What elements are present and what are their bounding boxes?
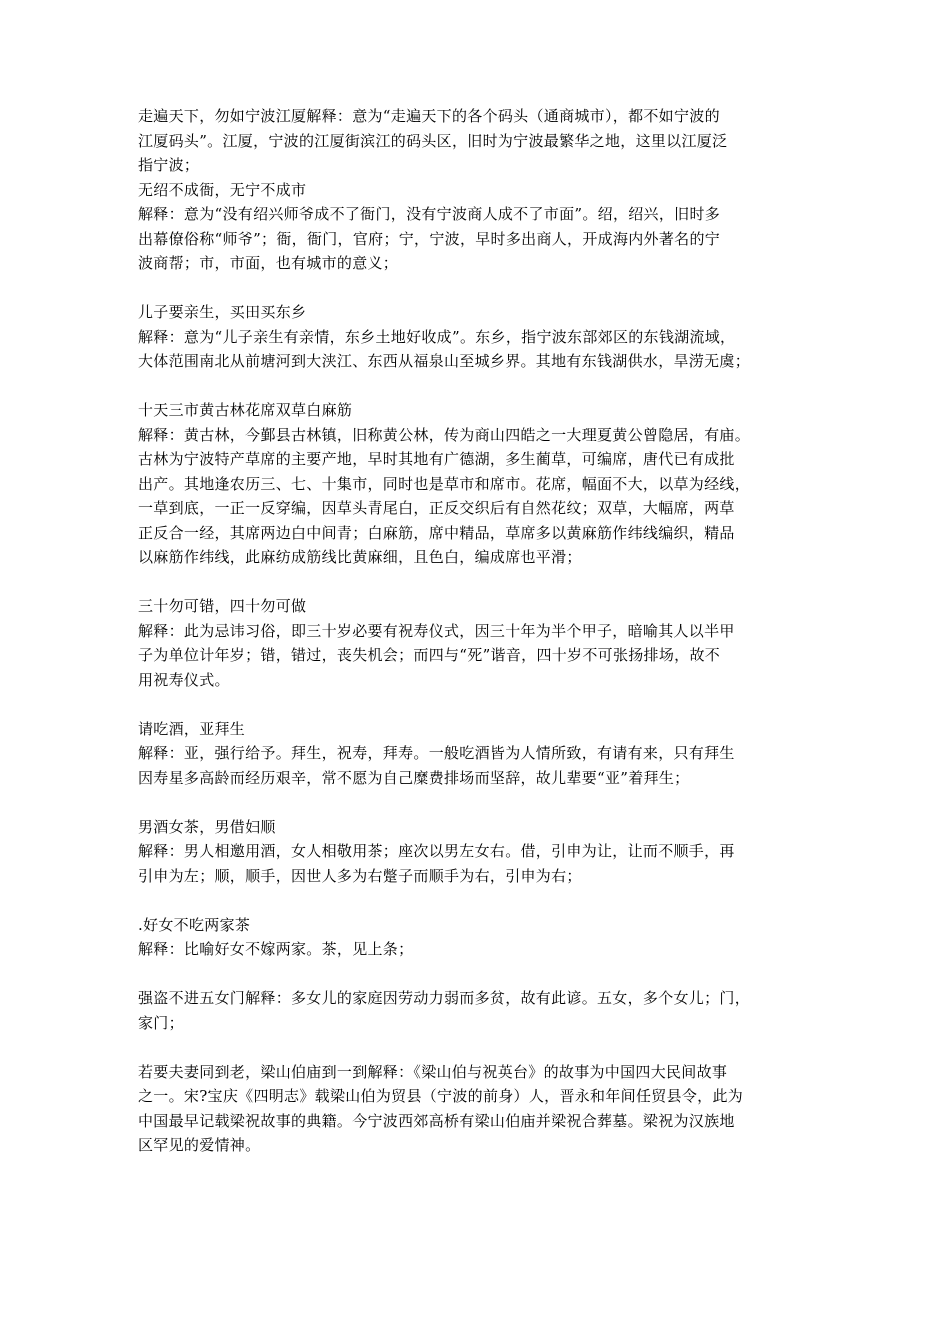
text-line: 走遍天下，勿如宁波江厦解释：意为“走遍天下的各个码头（通商城市），都不如宁波的 [138, 107, 720, 125]
text-line: 正反合一经，其席两边白中间青；白麻筋，席中精品，草席多以黄麻筋作纬线编织，精品 [138, 523, 735, 542]
text-line: 解释：黄古林，今鄞县古林镇，旧称黄公林，传为商山四皓之一大理夏黄公曾隐居，有庙。 [138, 425, 751, 444]
text-line: 解释：此为忌讳习俗，即三十岁必要有祝寿仪式，因三十年为半个甲子，暗喻其人以半甲 [138, 621, 735, 640]
text-line: 出幕僚俗称“师爷”；衙，衙门，官府；宁，宁波，早时多出商人，开成海内外著名的宁 [138, 229, 721, 248]
text-line: 解释：男人相邀用酒，女人相敬用茶；座次以男左女右。借，引申为让，让而不顺手，再 [138, 842, 735, 860]
text-line: 十天三市黄古林花席双草白麻筋 [138, 401, 353, 419]
paragraph-gap [138, 374, 828, 399]
text-line: 子为单位计年岁；错，错过，丧失机会；而四与“死”谐音，四十岁不可张扬排场，故不 [138, 646, 721, 664]
text-line: 出产。其地逢农历三、七、十集市，同时也是草市和席市。花席，幅面不大，以草为经线， [138, 474, 751, 493]
paragraph-gap [138, 692, 828, 717]
text-line: 解释：亚，强行给予。拜生，祝寿，拜寿。一般吃酒皆为人情所致，有请有来，只有拜生 [138, 744, 735, 762]
text-line: 强盗不进五女门解释：多女儿的家庭因劳动力弱而多贫，故有此谚。五女，多个女儿；门， [138, 989, 751, 1007]
text-line: 解释：意为“没有绍兴师爷成不了衙门，没有宁波商人成不了市面”。绍，绍兴，旧时多 [138, 205, 721, 223]
text-line: 江厦码头”。江厦，宁波的江厦街滨江的码头区，旧时为宁波最繁华之地，这里以江厦泛 [138, 131, 728, 150]
text-line: 解释：比喻好女不嫁两家。茶，见上条； [138, 940, 414, 958]
paragraph-gap [138, 276, 828, 301]
text-line: 古林为宁波特产草席的主要产地，早时其地有广德湖，多生蔺草，可编席，唐代已有成批 [138, 450, 735, 468]
text-line: 因寿星多高龄而经历艰辛，常不愿为自己糜费排场而坚辞，故儿辈要“亚”着拜生； [138, 768, 690, 787]
paragraph-gap [138, 1035, 828, 1060]
text-line: 引申为左；顺，顺手，因世人多为右蹩子而顺手为右，引申为右； [138, 866, 582, 885]
text-line: 区罕见的爱情神。 [138, 1136, 261, 1154]
text-line: 解释：意为“儿子亲生有亲情，东乡土地好收成”。东乡，指宁波东部郊区的东钱湖流域， [138, 327, 736, 346]
text-line: 男酒女茶，男借妇顺 [138, 817, 276, 836]
text-line: 三十勿可错，四十勿可做 [138, 597, 307, 615]
text-line: 大体范围南北从前塘河到大浃江、东西从福泉山至城乡界。其地有东钱湖供水，旱涝无虞； [138, 352, 751, 370]
text-line: 之一。宋?宝庆《四明志》载梁山伯为贸县（宁波的前身）人，晋永和年间任贸县令，此为 [138, 1087, 744, 1105]
text-line: 家门； [138, 1013, 184, 1032]
text-line: 中国最早记载梁祝故事的典籍。今宁波西郊高桥有梁山伯庙并梁祝合葬墓。梁祝为汉族地 [138, 1111, 735, 1130]
text-line: 一草到底，一正一反穿编，因草头青尾白，正反交织后有自然花纹；双草，大幅席，两草 [138, 499, 735, 517]
text-line: 无绍不成衙，无宁不成市 [138, 180, 307, 199]
text-line: .好女不吃两家茶 [138, 915, 251, 934]
text-line: 请吃酒，亚拜生 [138, 719, 246, 738]
paragraph-gap [138, 570, 828, 595]
paragraph-gap [138, 888, 828, 913]
paragraph-gap [138, 790, 828, 815]
text-line: 儿子要亲生，买田买东乡 [138, 303, 307, 321]
paragraph-gap [138, 962, 828, 987]
document-body [138, 104, 828, 1158]
text-line: 用祝寿仪式。 [138, 670, 230, 689]
text-line: 指宁波； [138, 156, 200, 174]
text-line: 波商帮；市，市面，也有城市的意义； [138, 254, 399, 272]
text-line: 若要夫妻同到老，梁山伯庙到一到解释：《梁山伯与祝英台》的故事为中国四大民间故事 [138, 1062, 728, 1081]
text-line: 以麻筋作纬线，此麻纺成筋线比黄麻细，且色白，编成席也平滑； [138, 548, 582, 566]
